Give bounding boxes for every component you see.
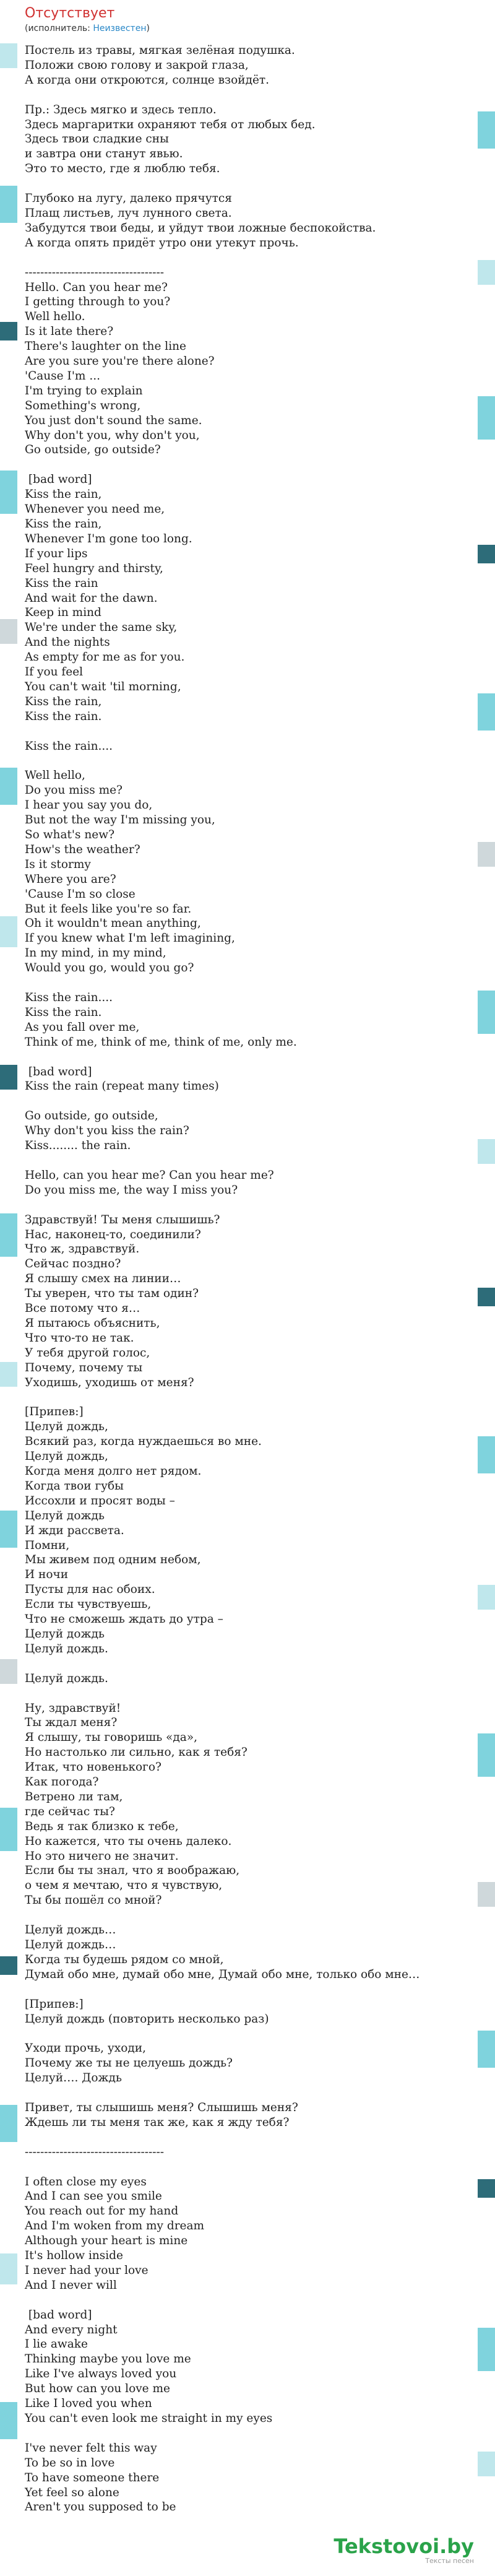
site-logo[interactable] [334, 2536, 474, 2565]
performer-line [25, 22, 470, 35]
performer-prefix: (исполнитель: [25, 24, 93, 33]
performer-suffix: ) [146, 24, 150, 33]
left-decorative-stripe [0, 0, 17, 2576]
logo-tagline: Тексты песен [425, 2557, 474, 2565]
right-decorative-stripe [478, 0, 495, 2576]
song-content [25, 0, 470, 2515]
lyrics-text: Постель из травы, мягкая зелёная подушка. Положи свою голову и закрой глаза, А когда они откроются, солнце взойдёт. Пр.: Здесь мягко и здесь тепло. Здесь маргаритки охраняют тебя от любых бед. Здесь твои сладкие сны и завтра они станут явью. Это то место, где я люблю тебя. Глубоко на лугу, далеко прячутся Плащ листьев, луч лунного света. Забудутся твои беды, и уйдут твои ложные беспокойства. А когда опять придёт утро они утекут прочь. ------------------------------------ Hello. Can you hear me? I getting through to you? Well hello. Is it late there? There's laughter on the line Are you sure you're there alone? 'Cause I'm ... I'm trying to explain Something's wrong, You just don't sound the same. Why don't you, why don't you, Go outside, go outside? [bad word] Kiss the rain, Whenever you need me, Kiss the rain, Whenever I'm gone too long. If your lips Feel hungry and thirsty, Kiss the rain And wait for the dawn. Keep in mind We're under the same sky, And the nights As empty for me as for you. If you feel You can't wait 'til morning, Kiss the rain, Kiss the rain. Kiss the rain.... Well hello, Do you miss me? I hear you say you do, But not the way I'm missing you, So what's new? How's the weather? Is it stormy Where you are? 'Cause I'm so close But it feels like you're so far. Oh it wouldn't mean anything, If you knew what I'm left imagining, In my mind, in my mind, Would you go, would you go? Kiss the rain.... Kiss the rain. As you fall over me, Think of me, think of me, think of me, only me. [bad word] Kiss the rain (repeat many times) Go outside, go outside, Why don't you kiss the rain? Kiss........ the rain. Hello, can you hear me? Can you hear me? Do you miss me, the way I miss you? Здравствуй! Ты меня слышишь? Нас, наконец-то, соединили? Что ж, здравствуй. Сейчас поздно? Я слышу смех на линии… Ты уверен, что ты там один? Все потому что я… Я пытаюсь объяснить, Что что-то не так. У тебя другой голос, Почему, почему ты Уходишь, уходишь от меня? [Припев:] Целуй дождь, Всякий раз, когда нуждаешься во мне. Целуй дождь, Когда меня долго нет рядом. Когда твои губы Иссохли и просят воды – Целуй дождь И жди рассвета. Помни, Мы живем под одним небом, И ночи Пусты для нас обоих. Если ты чувствуешь, Что не сможешь ждать до утра – Целуй дождь Целуй дождь. Целуй дождь. Ну, здравствуй! Ты ждал меня? Я слышу, ты говоришь «да», Но настолько ли сильно, как я тебя? Итак, что новенького? Как погода? Ветрено ли там, где сейчас ты? Ведь я так близко к тебе, Но кажется, что ты очень далеко. Но это ничего не значит. Если бы ты знал, что я воображаю, о чем я мечтаю, что я чувствую, Ты бы пошёл со мной? Целуй дождь… Целуй дождь… Когда ты будешь рядом со мной, Думай обо мне, думай обо мне, Думай обо мне, только обо мне… [Припев:] Целуй дождь (повторить несколько раз) Уходи прочь, уходи, Почему же ты не целуешь дождь? Целуй…. Дождь Привет, ты слышишь меня? Слышишь меня? Ждешь ли ты меня так же, как я жду тебя? ------------------------------------ I often close my eyes And I can see you smile You reach out for my hand And I'm woken from my dream Although your heart is mine It's hollow inside I never had your love And I never will [bad word] And every night I lie awake Thinking maybe you love me Like I've always loved you But how can you love me Like I loved you when You can't even look me straight in my eyes I've never felt this way To be so in love To have someone there Yet feel so alone Aren't you supposed to be [25, 44, 420, 2514]
logo-name: Tekstovoi.by [334, 2535, 474, 2558]
song-title: Отсутствует [25, 6, 115, 21]
performer-link[interactable]: Неизвестен [93, 24, 147, 33]
